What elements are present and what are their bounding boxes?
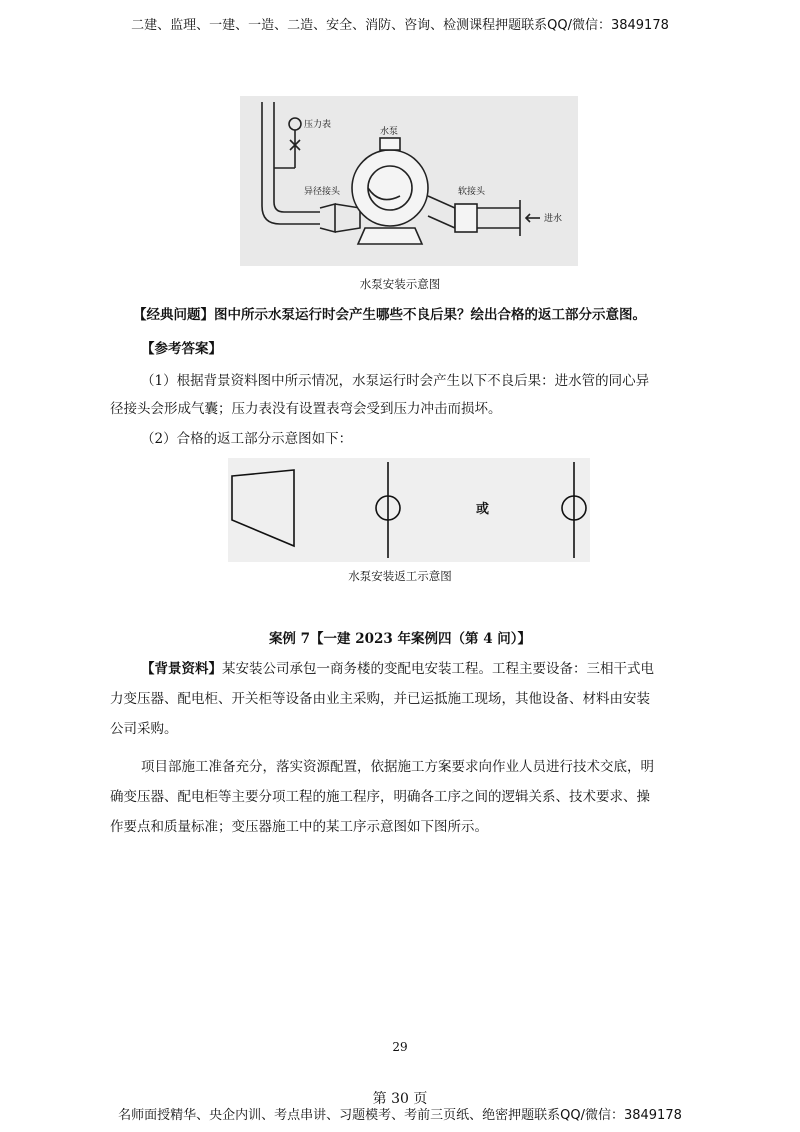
answer-tag: 【参考答案】 xyxy=(141,341,222,357)
label-reducer: 异径接头 xyxy=(304,187,341,197)
figure1-caption: 水泵安装示意图 xyxy=(359,277,441,291)
case-bg-line1 xyxy=(141,656,701,682)
page-header: 二建、监理、一建、一造、二造、安全、消防、咨询、检测课程押题联系QQ/微信：3849178 xyxy=(131,18,669,33)
question-line xyxy=(133,302,743,328)
background-tag: 【背景资料】 xyxy=(141,661,222,677)
case-p2-line1: 项目部施工准备充分，落实资源配置，依据施工方案要求向作业人员进行技术交底，明 xyxy=(141,759,654,775)
case-p2-line2: 确变压器、配电柜等主要分项工程的施工程序，明确各工序之间的逻辑关系、技术要求、操 xyxy=(110,789,650,805)
pump-installation-figure xyxy=(240,96,578,266)
answer-p1-line1: （1）根据背景资料图中所示情况，水泵运行时会产生以下不良后果：进水管的同心异 xyxy=(141,373,650,389)
page-label: 第 30 页 xyxy=(372,1091,428,1107)
case-bg-line3: 公司采购。 xyxy=(110,721,178,737)
rework-figure xyxy=(228,458,590,562)
label-inlet: 进水 xyxy=(544,214,563,224)
page-footer: 名师面授精华、央企内训、考点串讲、习题模考、考前三页纸、绝密押题联系QQ/微信：3849178 xyxy=(118,1108,682,1123)
figure2-caption: 水泵安装返工示意图 xyxy=(348,569,452,583)
label-pump: 水泵 xyxy=(380,127,399,137)
page-number: 29 xyxy=(392,1040,408,1054)
case-bg-line2: 力变压器、配电柜、开关柜等设备由业主采购，并已运抵施工现场，其他设备、材料由安装 xyxy=(110,691,650,707)
question-tag: 【经典问题】 xyxy=(133,307,214,323)
or-label: 或 xyxy=(476,502,490,517)
question-text: 图中所示水泵运行时会产生哪些不良后果？绘出合格的返工部分示意图。 xyxy=(214,307,646,323)
case-bg-text1: 某安装公司承包一商务楼的变配电安装工程。工程主要设备：三相干式电 xyxy=(222,661,654,677)
answer-p1-line2: 径接头会形成气囊；压力表没有设置表弯会受到压力冲击而损坏。 xyxy=(110,401,502,417)
case-p2-line3: 作要点和质量标准；变压器施工中的某工序示意图如下图所示。 xyxy=(110,819,488,835)
label-soft-joint: 软接头 xyxy=(458,187,486,197)
answer-p2: （2）合格的返工部分示意图如下： xyxy=(141,431,353,447)
label-pressure-gauge: 压力表 xyxy=(304,120,332,130)
case-title: 案例 7【一建 2023 年案例四（第 4 问）】 xyxy=(268,631,532,647)
